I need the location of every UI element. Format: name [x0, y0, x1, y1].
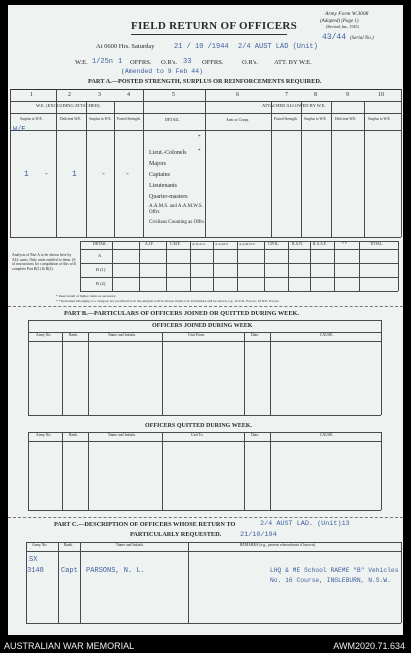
analysis-head-total: TOTAL. — [370, 242, 384, 246]
col-head-6: Arm or Corps. — [226, 117, 250, 122]
remarks-line2: No. 16 Course, INGLEBURN, N.S.W. — [270, 577, 391, 584]
joined-head-date: Date. — [251, 333, 260, 337]
quitted-head-rank: Rank. — [69, 433, 78, 437]
archive-footer — [0, 637, 411, 653]
serial-label: (Serial No.) — [350, 36, 374, 41]
date-typed: 21 / 10 /1944 — [174, 43, 229, 51]
analysis-head-civil: CIVIL. — [268, 242, 280, 246]
detail-aams-offrs: A.A.M.S. and A.A.M.W.S. Offrs — [149, 204, 203, 215]
joined-head-cause: CAUSE. — [320, 333, 334, 337]
officer-name: PARSONS, N. L. — [86, 567, 145, 575]
joined-head-rank: Rank. — [69, 333, 78, 337]
offrs-count: 1 — [118, 58, 123, 66]
group-attached-allowed: ATTACHED ALLOWED BY W.E. — [262, 103, 326, 108]
analysis-head-aamws: A.A.M.W.S. — [239, 242, 256, 246]
group-excluding-attached: W.E. (EXCLUDING ATTACHED). — [36, 103, 101, 108]
col-number-10: 10 — [378, 92, 384, 98]
analysis-head-cmf: C.M.F. — [170, 242, 181, 246]
quitted-title: OFFICERS QUITTED DURING WEEK. — [145, 423, 252, 429]
analysis-head-awas: A.W.A.S. — [192, 242, 206, 246]
quitted-head-name: Name and Initials. — [108, 433, 136, 437]
analysis-head-aif: A.I.F. — [145, 242, 154, 246]
we-typed: 1/25n — [92, 58, 114, 66]
detail-civilians: Civilians Counting as Offrs — [149, 220, 205, 225]
value-dash-3: - — [125, 170, 130, 179]
col-head-4: Posted Strength. — [117, 117, 141, 121]
part-c-title: PART C.—DESCRIPTION OF OFFICERS WHOSE RETURN TO — [54, 521, 236, 528]
part-c-date: 21/10/194 — [240, 531, 277, 539]
analysis-row-b1: B (1) — [96, 267, 106, 272]
detail-captains: Captains — [149, 172, 170, 178]
analysis-head-aams: A.A.M.S. — [215, 242, 229, 246]
footer-right: AWM2020.71.634 — [333, 641, 405, 651]
analysis-head-detail: DETAIL — [93, 242, 107, 246]
col-number-1: 1 — [30, 92, 33, 98]
army-no-line1: SX — [29, 556, 38, 564]
value-dash-1: - — [44, 170, 49, 179]
col-head-5: DETAIL. — [165, 117, 181, 122]
at-label: At 0600 Hrs. Saturday — [96, 43, 155, 50]
form-number: Army Form W.3008 — [325, 11, 369, 17]
part-c-unit: 2/4 AUST LAD. (Unit)13 — [260, 520, 350, 528]
ors-count: 33 — [183, 58, 192, 66]
form-revised: (Revised Jan., 1945) — [326, 24, 359, 29]
col-number-6: 6 — [236, 92, 239, 98]
analysis-row-b2: B (2) — [96, 281, 106, 286]
value-deficient: 1 — [72, 170, 77, 179]
joined-title: OFFICERS JOINED DURING WEEK — [152, 323, 253, 329]
analysis-head-raaf: R.A.A.F. — [313, 242, 327, 246]
offrs-label-2: OFFRS. — [202, 59, 224, 66]
detail-quartermasters: Quarter-masters — [149, 194, 188, 200]
col-number-8: 8 — [314, 92, 317, 98]
army-no-line2: 3148 — [27, 567, 44, 575]
quitted-head-date: Date. — [251, 433, 260, 437]
analysis-head-other: * * — [342, 242, 347, 246]
form-title: FIELD RETURN OF OFFICERS — [131, 20, 298, 32]
analysis-head-ran: R.A.N. — [292, 242, 303, 246]
quitted-head-unit-to: Unit To. — [191, 433, 204, 437]
detail-lieutenants: Lieutenants — [149, 183, 177, 189]
ors-label-2: O.R's. — [242, 59, 258, 66]
part-c-head-rank: Rank. — [64, 543, 73, 547]
detail-majors: Majors — [149, 161, 166, 167]
col-head-7: Posted Strength. — [274, 117, 298, 121]
ors-label-1: O.R's. — [161, 59, 177, 66]
col-number-2: 2 — [68, 92, 71, 98]
form-adapted: (Adapted) (Page 1) — [320, 19, 359, 24]
unit-typed: 2/4 AUST LAD (Unit) — [238, 43, 318, 51]
col-number-4: 4 — [127, 92, 130, 98]
analysis-note: Analysis of Part A to be shown here by ALL units. Only units entitled to them. (S of instructions for compilation of this will complete Part B(1) & B(2). — [12, 253, 76, 271]
col-number-3: 3 — [98, 92, 101, 98]
part-c-title2: PARTICULARLY REQUESTED. — [130, 531, 222, 538]
col-number-5: 5 — [172, 92, 175, 98]
part-c-head-name: Name and Initials. — [116, 543, 144, 547]
part-c-head-remarks: REMARKS (e.g., present whereabouts if known). — [240, 543, 316, 547]
part-a-title: PART A.—POSTED STRENGTH, SURPLUS OR REINFORCEMENTS REQUIRED. — [88, 78, 322, 85]
amended-note: (Amended to 9 Feb 44) — [121, 68, 203, 75]
value-surplus: 1 — [24, 170, 29, 179]
officer-rank: Capt — [61, 567, 78, 575]
footnote-1: * Insert detail of higher ranks as necessary. — [56, 294, 117, 298]
col-head-2: Deficient W.E. — [60, 117, 82, 121]
we-mark: W/E — [13, 126, 26, 134]
we-label: W.E. — [75, 59, 88, 66]
form-sheet: Army Form W.3008 (Adapted) (Page 1) (Revised Jan., 1945) 43/44 (Serial No.) FIELD RETURN OF OFFICERS At 0600 Hrs. Saturday 21 / 10 /1944 2/4 AUST LAD (Unit) W.E. 1/25n 1 OFFRS. O.R's. 33 OFFRS. O.R's. ATT. BY W.E. (Amended to 9 Feb 44) PART A.—POSTED STRENGTH, SURPLUS OR REINFORCEMENTS REQUIRED. 1 2 3 4 5 6 7 8 9 10 W.E. (EXCLUDING ATTACHED). ATTACHED ALLOWED BY W.E. Surplus to W.E. Deficient W.E. Surplus to W.E. Posted Strength. DETAIL. Arm or Corps. Posted Strength. Surplus to W.E. Deficient W.E. Surplus to W.E. W/E * * Lieut.-Colonels Majors Captains Lieutenants Quarter-masters A.A.M.S. and A.A.M.W.S. Offrs Civilians Counting as Offrs 1 - 1 - - Analysis of Part A to be shown here by ALL units. Only units entitled to them. (S of instructions for compilation of this will complete Part B(1) & B(2). DETAIL A.I.F. C.M.F. A.W.A.S. A.A.M.S. A.A.M.W.S. CIVIL. R.A.N. R.A.A.F. * * TOTAL. A. B (1) B (2) * Insert detail of higher ranks as necessary. * * Personnel belonging to a category not provided for in the analysis will be shown in this Col. Particulars will be shown, e.g. 10 U.K. Forces; 10 N.E. Forces. PART B.—PARTICULARS OF OFFICERS JOINED OR QUITTED DURING WEEK. OFFICERS JOINED DURING WEEK Army No. Rank. Name and Initials. Unit From. Date. CAUSE. OFFICERS QUITTED DURING WEEK. Army No. Rank. Name and Initials. Unit To. Date. CAUSE. PART C.—DESCRIPTION OF OFFICERS WHOSE RETURN TO 2/4 AUST LAD. (Unit)13 PARTICULARLY REQUESTED. 21/10/194 Army No. Rank. Name and Initials. REMARKS (e.g., present whereabouts if known). SX 3148 Capt PARSONS, N. L. LHQ & ME School RAEME "B" Vehicles No. 16 Course, INGLEBURN, N.S.W. — [8, 5, 403, 635]
serial-number: 43/44 — [322, 33, 347, 42]
col-head-10: Surplus to W.E. — [368, 117, 391, 121]
col-number-7: 7 — [285, 92, 288, 98]
analysis-row-a: A. — [98, 253, 103, 258]
joined-head-army-no: Army No. — [36, 333, 52, 337]
value-dash-2: - — [101, 170, 106, 179]
att-label: ATT. BY W.E. — [274, 59, 312, 66]
col-head-3: Surplus to W.E. — [89, 117, 112, 121]
joined-head-name: Name and Initials. — [108, 333, 136, 337]
col-head-8: Surplus to W.E. — [304, 117, 327, 121]
offrs-label-1: OFFRS. — [130, 59, 152, 66]
quitted-head-cause: CAUSE. — [320, 433, 334, 437]
col-head-9: Deficient W.E. — [335, 117, 357, 121]
part-c-head-army-no: Army No. — [32, 543, 48, 547]
quitted-head-army-no: Army No. — [36, 433, 52, 437]
col-head-1: Surplus to W.E. — [20, 117, 43, 121]
col-number-9: 9 — [346, 92, 349, 98]
detail-lieut-colonels: Lieut.-Colonels — [149, 150, 187, 156]
footnote-2: * * Personnel belonging to a category not provided for in the analysis will be shown in this Col. Particulars will be shown, e.g. 10 U.K. Forces; 10 N.E. Forces. — [56, 299, 280, 303]
remarks-line1: LHQ & ME School RAEME "B" Vehicles — [270, 567, 399, 574]
footer-left: AUSTRALIAN WAR MEMORIAL — [4, 641, 135, 651]
joined-head-unit-from: Unit From. — [188, 333, 205, 337]
part-b-title: PART B.—PARTICULARS OF OFFICERS JOINED OR QUITTED DURING WEEK. — [64, 310, 300, 317]
